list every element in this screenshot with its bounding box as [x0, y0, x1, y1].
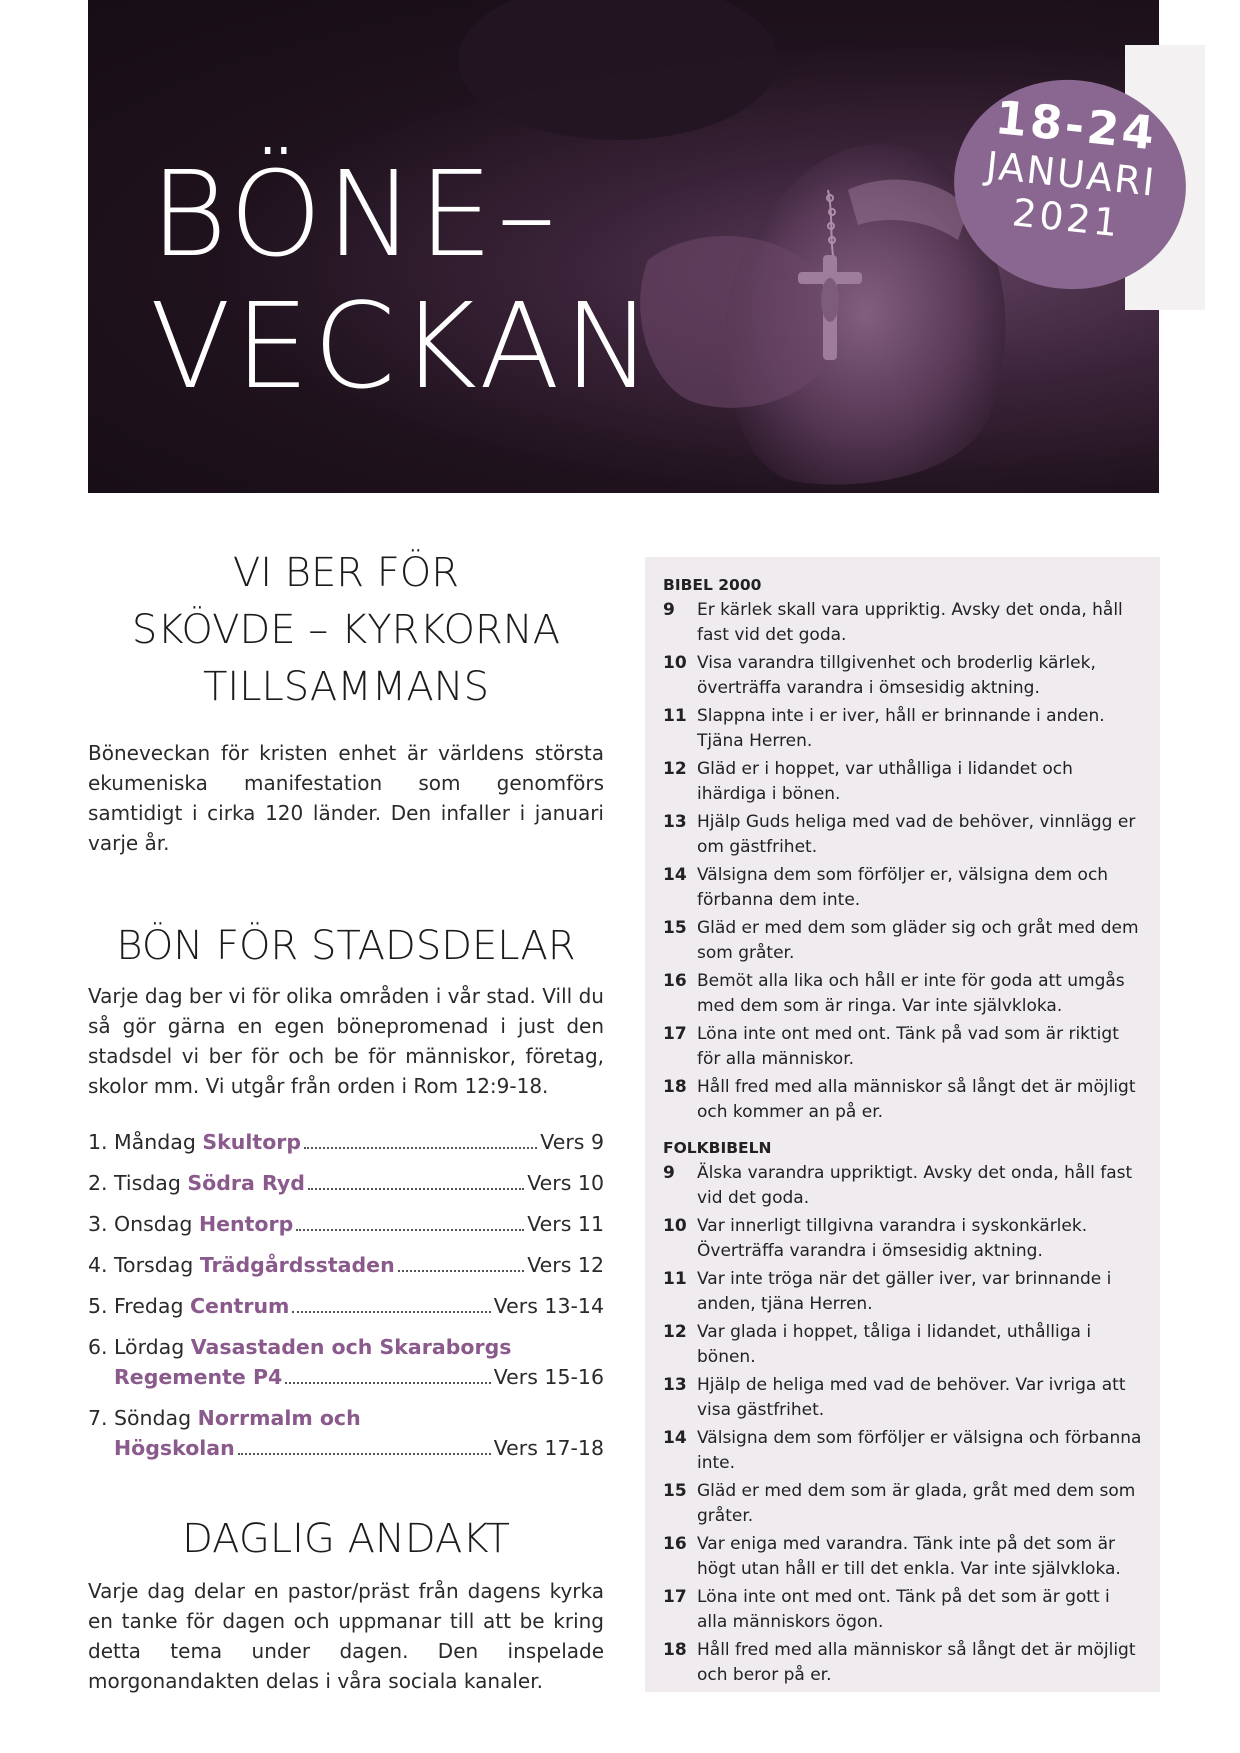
verse-text: Var inte tröga när det gäller iver, var brinnande i anden, tjäna Herren. — [697, 1269, 1112, 1314]
verse-row — [663, 810, 1142, 860]
verse-row — [663, 1320, 1142, 1370]
left-column — [88, 545, 604, 1696]
district-item — [88, 1332, 604, 1392]
district-item — [88, 1291, 604, 1321]
verse-number: 10 — [663, 1216, 687, 1236]
verse-row — [663, 598, 1142, 648]
district-number: 3. — [88, 1212, 108, 1236]
verse-number: 9 — [663, 600, 675, 620]
district-item — [88, 1250, 604, 1280]
verse-text: Bemöt alla lika och håll er inte för goda att umgås med dem som är ringa. Var inte självkloka. — [697, 971, 1125, 1016]
verse-text: Håll fred med alla människor så långt det är möjligt och kommer an på er. — [697, 1077, 1136, 1122]
dot-leader — [398, 1250, 525, 1272]
district-day: Torsdag — [114, 1253, 194, 1277]
district-place: Vasastaden och Skaraborgs — [190, 1335, 512, 1359]
verse-text: Löna inte ont med ont. Tänk på det som är gott i alla människors ögon. — [697, 1587, 1110, 1632]
folkbibeln-verses — [663, 1161, 1142, 1688]
verse-row — [663, 1022, 1142, 1072]
badge-dates: 18-24 — [992, 90, 1160, 161]
districts-text: Varje dag ber vi för olika områden i vår stad. Vill du så gör gärna en egen bönepromenad i just den stadsdel vi ber för och be för människor, företag, skolor mm. Vi utgår från orden i Rom 12:9-18. — [88, 984, 604, 1098]
verse-number: 10 — [663, 653, 687, 673]
verse-text: Gläd er med dem som är glada, gråt med dem som gråter. — [697, 1481, 1136, 1526]
scripture-panel — [645, 557, 1160, 1692]
district-verse: Vers 13-14 — [493, 1294, 604, 1318]
folkbibeln-label: FOLKBIBELN — [663, 1139, 772, 1157]
verse-number: 11 — [663, 706, 687, 726]
district-verse: Vers 10 — [527, 1171, 604, 1195]
verse-row — [663, 1479, 1142, 1529]
bible2000-label: BIBEL 2000 — [663, 576, 762, 594]
district-place: Norrmalm och — [197, 1406, 361, 1430]
district-number: 5. — [88, 1294, 108, 1318]
district-item — [88, 1127, 604, 1157]
verse-text: Älska varandra uppriktigt. Avsky det onda, håll fast vid det goda. — [697, 1163, 1133, 1208]
verse-row — [663, 916, 1142, 966]
badge-year: 2021 — [1010, 190, 1123, 246]
dot-leader — [296, 1209, 524, 1231]
devotion-heading: DAGLIG ANDAKT — [182, 1516, 510, 1562]
dot-leader — [292, 1291, 490, 1313]
main-title — [150, 145, 656, 415]
verse-text: Var glada i hoppet, tåliga i lidandet, uthålliga i bönen. — [697, 1322, 1092, 1367]
verse-row — [663, 1161, 1142, 1211]
verse-row — [663, 1214, 1142, 1264]
verse-number: 16 — [663, 971, 687, 991]
dot-leader — [285, 1362, 490, 1384]
district-day: Söndag — [114, 1406, 192, 1430]
verse-text: Håll fred med alla människor så långt det är möjligt och beror på er. — [697, 1640, 1136, 1685]
districts-heading: BÖN FÖR STADSDELAR — [116, 923, 576, 969]
dot-leader — [238, 1433, 491, 1455]
title-line-2: VECKAN — [150, 277, 656, 415]
district-item — [88, 1168, 604, 1198]
district-place: Centrum — [190, 1294, 290, 1318]
district-number: 6. — [88, 1335, 108, 1359]
verse-number: 12 — [663, 759, 687, 779]
district-day: Lördag — [114, 1335, 185, 1359]
district-place-cont: Regemente P4 — [114, 1365, 283, 1389]
verse-row — [663, 651, 1142, 701]
verse-text: Löna inte ont med ont. Tänk på vad som är riktigt för alla människor. — [697, 1024, 1119, 1069]
verse-text: Er kärlek skall vara uppriktig. Avsky det onda, håll fast vid det goda. — [697, 600, 1123, 645]
intro-heading-line-3: TILLSAMMANS — [203, 664, 489, 710]
intro-heading-line-1: VI BER FÖR — [232, 550, 460, 596]
district-day: Måndag — [114, 1130, 196, 1154]
intro-text: Böneveckan för kristen enhet är världens största ekumeniska manifestation som genomförs samtidigt i cirka 120 länder. Den infaller i januari varje år. — [88, 741, 604, 855]
district-verse: Vers 9 — [540, 1130, 604, 1154]
district-day: Tisdag — [114, 1171, 181, 1195]
district-item — [88, 1403, 604, 1463]
verse-text: Hjälp de heliga med vad de behöver. Var ivriga att visa gästfrihet. — [697, 1375, 1126, 1420]
verse-row — [663, 1585, 1142, 1635]
verse-row — [663, 757, 1142, 807]
district-item — [88, 1209, 604, 1239]
verse-row — [663, 704, 1142, 754]
intro-heading — [88, 545, 604, 716]
district-number: 4. — [88, 1253, 108, 1277]
verse-row — [663, 863, 1142, 913]
verse-text: Visa varandra tillgivenhet och broderlig kärlek, överträffa varandra i ömsesidig aktning. — [697, 653, 1096, 698]
verse-number: 13 — [663, 812, 687, 832]
verse-number: 12 — [663, 1322, 687, 1342]
district-list — [88, 1127, 604, 1463]
verse-number: 13 — [663, 1375, 687, 1395]
verse-number: 18 — [663, 1077, 687, 1097]
verse-row — [663, 1075, 1142, 1125]
verse-number: 9 — [663, 1163, 675, 1183]
verse-text: Välsigna dem som förföljer er, välsigna dem och förbanna dem inte. — [697, 865, 1109, 910]
verse-number: 11 — [663, 1269, 687, 1289]
intro-heading-line-2: SKÖVDE – KYRKORNA — [131, 607, 561, 653]
district-verse: Vers 15-16 — [493, 1365, 604, 1389]
verse-number: 14 — [663, 865, 687, 885]
district-place-cont: Högskolan — [114, 1436, 235, 1460]
dot-leader — [308, 1168, 524, 1190]
verse-row — [663, 1267, 1142, 1317]
bible2000-verses — [663, 598, 1142, 1125]
verse-text: Slappna inte i er iver, håll er brinnande i anden. Tjäna Herren. — [697, 706, 1105, 751]
verse-text: Var innerligt tillgivna varandra i syskonkärlek. Överträffa varandra i ömsesidig aktning. — [697, 1216, 1088, 1261]
district-place: Södra Ryd — [187, 1171, 305, 1195]
dot-leader — [304, 1127, 537, 1149]
devotion-text: Varje dag delar en pastor/präst från dagens kyrka en tanke för dagen och uppmanar till att be kring detta tema under dagen. Den inspelade morgonandakten delas i våra sociala kanaler. — [88, 1579, 604, 1693]
verse-number: 16 — [663, 1534, 687, 1554]
verse-row — [663, 1426, 1142, 1476]
district-verse: Vers 12 — [527, 1253, 604, 1277]
verse-text: Välsigna dem som förföljer er välsigna och förbanna inte. — [697, 1428, 1142, 1473]
district-place: Skultorp — [202, 1130, 302, 1154]
title-line-1: BÖNE– — [150, 145, 560, 283]
verse-number: 15 — [663, 1481, 687, 1501]
district-number: 1. — [88, 1130, 108, 1154]
verse-number: 17 — [663, 1024, 687, 1044]
verse-number: 18 — [663, 1640, 687, 1660]
district-place: Trädgårdsstaden — [199, 1253, 395, 1277]
verse-text: Hjälp Guds heliga med vad de behöver, vinnlägg er om gästfrihet. — [697, 812, 1136, 857]
verse-row — [663, 969, 1142, 1019]
verse-number: 15 — [663, 918, 687, 938]
district-place: Hentorp — [198, 1212, 294, 1236]
verse-row — [663, 1638, 1142, 1688]
verse-text: Gläd er i hoppet, var uthålliga i lidandet och ihärdiga i bönen. — [697, 759, 1073, 804]
district-verse: Vers 17-18 — [493, 1436, 604, 1460]
badge-month: JANUARI — [984, 143, 1159, 205]
verse-text: Gläd er med dem som gläder sig och gråt med dem som gråter. — [697, 918, 1139, 963]
verse-row — [663, 1532, 1142, 1582]
verse-row — [663, 1373, 1142, 1423]
district-number: 7. — [88, 1406, 108, 1430]
district-verse: Vers 11 — [527, 1212, 604, 1236]
district-day: Fredag — [114, 1294, 184, 1318]
district-number: 2. — [88, 1171, 108, 1195]
verse-number: 14 — [663, 1428, 687, 1448]
verse-text: Var eniga med varandra. Tänk inte på det som är högt utan håll er till det enkla. Var inte självkloka. — [697, 1534, 1121, 1579]
verse-number: 17 — [663, 1587, 687, 1607]
district-day: Onsdag — [114, 1212, 193, 1236]
